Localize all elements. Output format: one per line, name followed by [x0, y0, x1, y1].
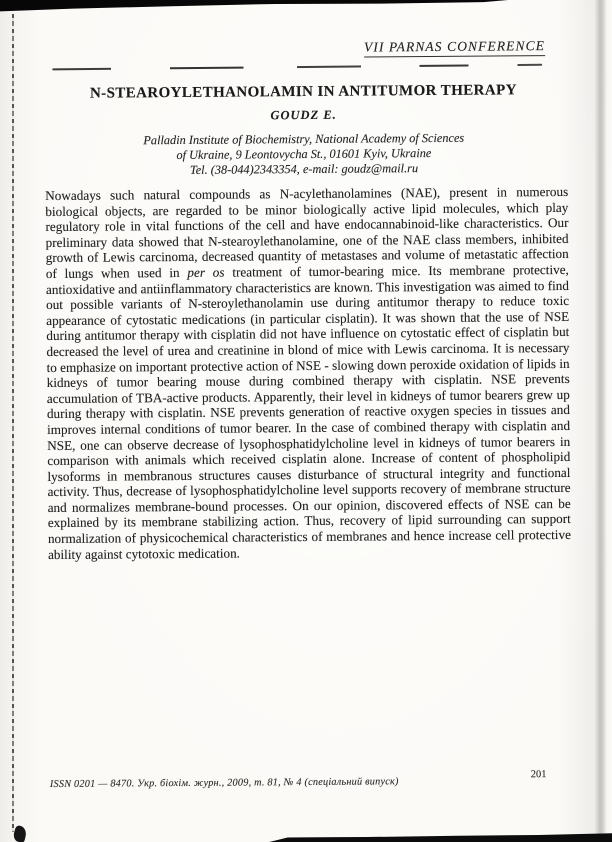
affiliation-line-2: of Ukraine, 9 Leontovycha St., 01601 Kyiv, Ukraine [176, 146, 432, 163]
per-os-italic-phrase: per os [187, 264, 225, 280]
header-rule [52, 64, 542, 70]
running-header-text: VII PARNAS CONFERENCE [364, 38, 545, 57]
affiliation-line-1: Palladin Institute of Biochemistry, National Academy of Sciences [143, 130, 465, 148]
abstract-body [45, 184, 571, 562]
journal-issn-footer: ISSN 0201 — 8470. Укр. біохім. журн., 2009, т. 81, № 4 (спеціальний випуск) [49, 776, 399, 791]
page-number: 201 [530, 769, 547, 781]
contact-line: Tel. (38-044)2343354, e-mail: goudz@mail.ru [189, 161, 419, 178]
abstract-author: GOUDZ E. [270, 107, 337, 123]
abstract-title: N-STEAROYLETHANOLAMIN IN ANTITUMOR THERAPY [89, 82, 517, 102]
affiliation-block [0, 130, 610, 180]
abstract-body-text: Nowadays such natural compounds as N-acylethanolamines (NAE), present in numerous biological objects, are regarded to be minor biologically active lipid molecules, which play regulatory role in vital functions of the cell and have endocannabinoid-like characteristics. Our preliminary data showed that N-stearoylethanolamine, one of the NAE class members, inhibited growth of Lewis carcinoma, decreased quantity of metastases and volume of metastatic affection of lungs when used in [45, 183, 569, 282]
running-header [364, 38, 545, 55]
abstract-body-text-continued: treatment of tumor-bearing mice. Its membrane protective, antioxidative and antiinflammatory characteristics are known. This investigation was aimed to find out possible variants of N-steroylethanolamin use during antitumor therapy to reduce toxic appearance of cytostatic medications (in particular cisplatin). It was shown that the use of NSE during antitumor therapy with cisplatin did not have influence on cytostatic effect of cisplatin but decreased the level of urea and creatinine in blond of mice with Lewis carcinoma. It is necessary to emphasize on important protective action of NSE - slowing down peroxide oxidation of lipids in kidneys of tumor bearing mouse during combined therapy with cisplatin. NSE prevents accumulation of TBA-active products. Apparently, their level in kidneys of tumor bearers grew up during therapy with cisplatin. NSE prevents generation of reactive oxygen species in tissues and improves internal conditions of tumor bearer. In the case of combined therapy with cisplatin and NSE, one can observe decrease of lysophosphatidylcholine level in kidneys of tumor bearers in comparison with animals which received cisplatin alone. Increase of content of phospholipid lysoforms in membranous structures causes disturbance of structural integrity and functional activity. Thus, decrease of lysophosphatidylcholine level supports recovery of membrane structure and normalizes membrane-bound processes. On our opinion, discovered effects of NSE can be explained by its membrane stabilizing action. Thus, recovery of lipid surrounding can support normalization of physicochemical characteristics of membranes and hence increase cell protective ability against cytotoxic medication. [45, 261, 571, 562]
